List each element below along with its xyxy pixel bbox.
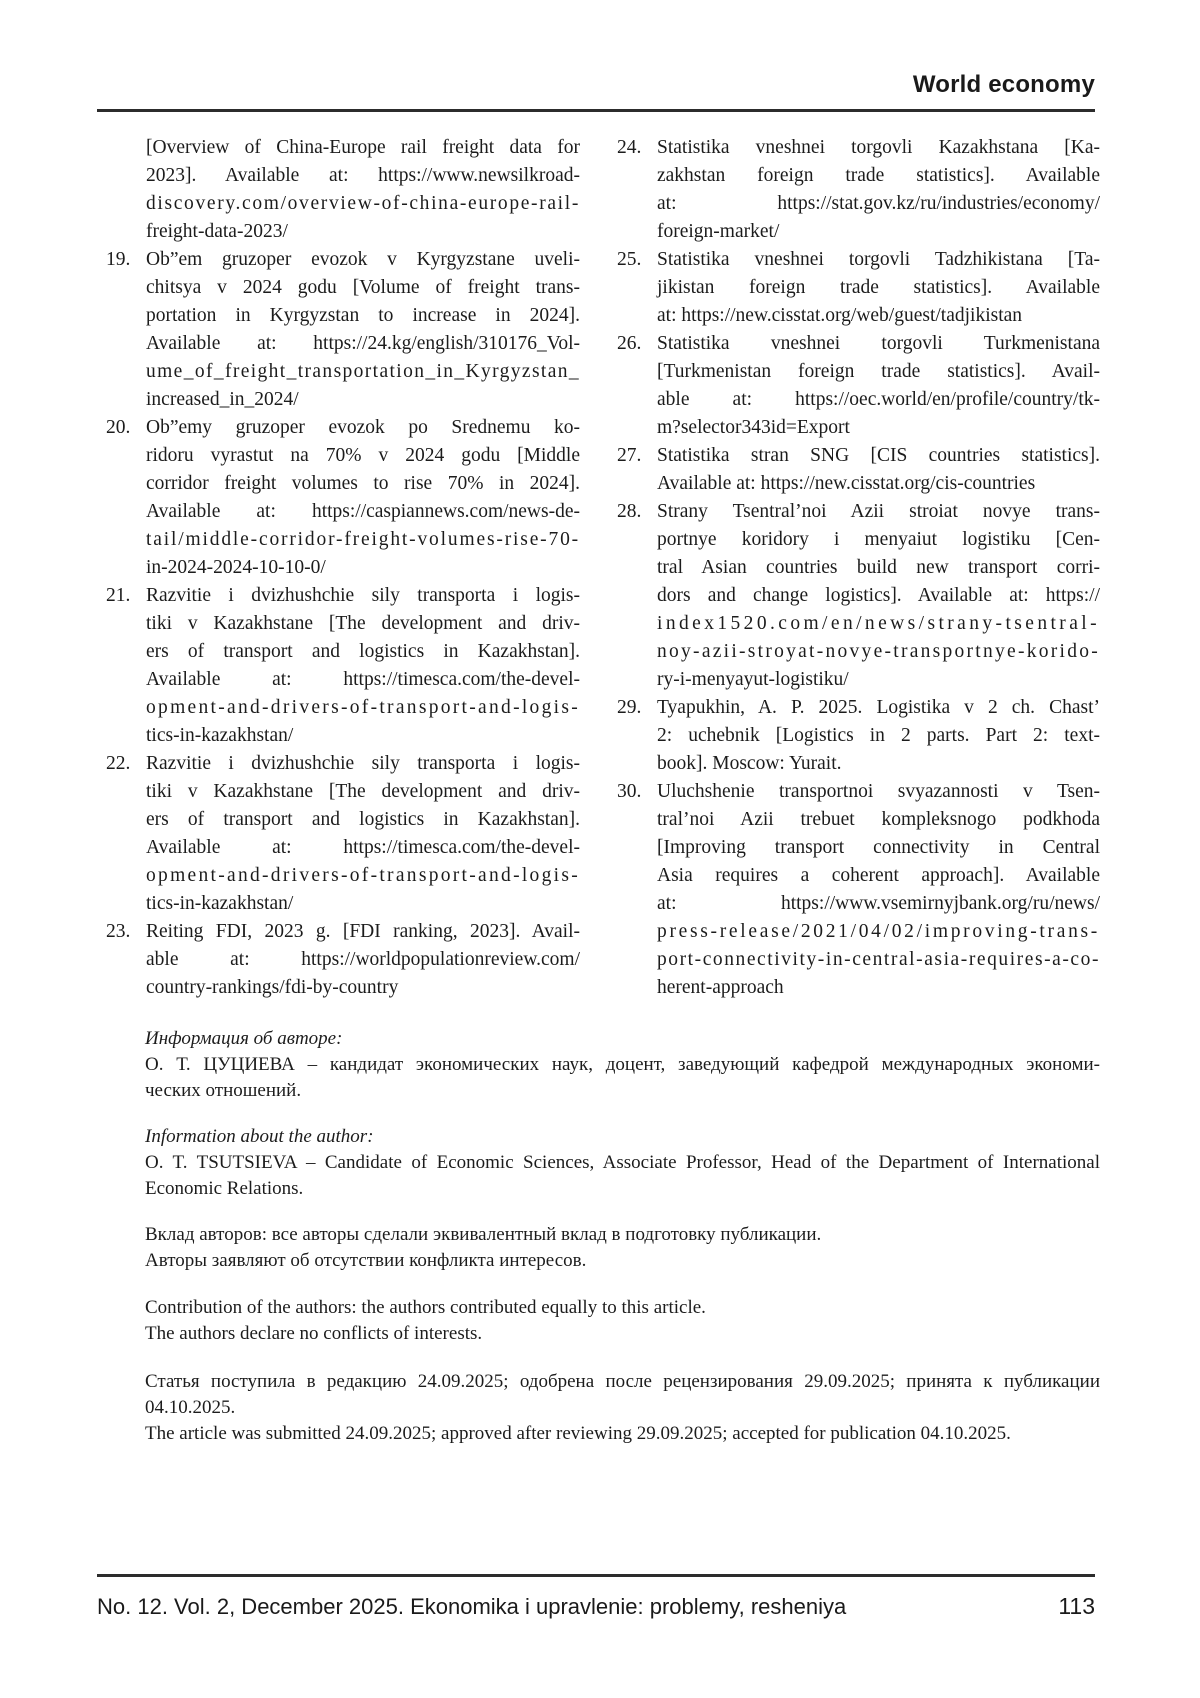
- reference-line: Available at: https://new.cisstat.org/cis-countries: [657, 473, 1036, 494]
- reference-line: at: https://www.vsemirnyjbank.org/ru/news/: [657, 893, 1100, 914]
- page-number: 113: [1058, 1593, 1095, 1619]
- footer-rule: [97, 1574, 1095, 1577]
- reference-number: 20.: [106, 417, 131, 438]
- text-line: Вклад авторов: все авторы сделали эквивалентный вклад в подготовку публикации.: [145, 1224, 822, 1245]
- article-dates-ru: [145, 1369, 1100, 1421]
- reference-line: [Overview of China-Europe rail freight data for: [146, 137, 580, 158]
- reference-line: foreign-market/: [657, 221, 780, 242]
- reference-line: book]. Moscow: Yurait.: [657, 753, 842, 774]
- reference-line: ridoru vyrastut na 70% v 2024 godu [Middle: [146, 445, 580, 466]
- reference-number: 24.: [617, 137, 642, 158]
- journal-issue-line: No. 12. Vol. 2, December 2025. Ekonomika i upravlenie: problemy, resheniya: [97, 1594, 847, 1619]
- reference-text: [146, 918, 580, 1002]
- reference-item: [617, 330, 1100, 442]
- text-line: ческих отношений.: [145, 1080, 302, 1101]
- reference-line: Uluchshenie transportnoi svyazannosti v Tsen-: [657, 781, 1100, 802]
- reference-line: press-release/2021/04/02/improving-trans-: [657, 921, 1100, 942]
- reference-line: ers of transport and logistics in Kazakhstan].: [146, 641, 580, 662]
- author-info-en: [145, 1124, 1100, 1202]
- reference-line: noy-azii-stroyat-novye-transportnye-korido-: [657, 641, 1100, 662]
- reference-number: 29.: [617, 697, 642, 718]
- text-line: Статья поступила в редакцию 24.09.2025; одобрена после рецензирования 29.09.2025; принята к публикации: [145, 1371, 1100, 1392]
- reference-number: 21.: [106, 585, 131, 606]
- reference-text: [146, 582, 580, 750]
- reference-item: [617, 246, 1100, 330]
- running-head: World economy: [912, 71, 1095, 98]
- text-line: О. Т. ЦУЦИЕВА – кандидат экономических наук, доцент, заведующий кафедрой международных экономи-: [145, 1054, 1100, 1075]
- reference-line: m?selector343id=Export: [657, 417, 850, 438]
- reference-item: [617, 498, 1100, 694]
- reference-item: [106, 246, 580, 414]
- reference-text: [657, 498, 1100, 694]
- text-line: Contribution of the authors: the authors contributed equally to this article.: [145, 1297, 706, 1318]
- reference-line: 2: uchebnik [Logistics in 2 parts. Part 2: text-: [657, 725, 1100, 746]
- reference-line: [Turkmenistan foreign trade statistics]. Avail-: [657, 361, 1100, 382]
- reference-line: Reiting FDI, 2023 g. [FDI ranking, 2023]. Avail-: [146, 921, 580, 942]
- text-line: 04.10.2025.: [145, 1397, 236, 1418]
- reference-line: Available at: https://timesca.com/the-devel-: [146, 669, 580, 690]
- reference-number: 23.: [106, 921, 131, 942]
- reference-item: [617, 778, 1100, 1002]
- reference-text: [146, 750, 580, 918]
- reference-line: portnye koridory i menyaiut logistiku [Cen-: [657, 529, 1100, 550]
- reference-item: [617, 134, 1100, 246]
- reference-item: [617, 694, 1100, 778]
- reference-line: Ob”em gruzoper evozok v Kyrgyzstane uveli-: [146, 249, 580, 270]
- reference-item: [106, 750, 580, 918]
- reference-line: tics-in-kazakhstan/: [146, 725, 294, 746]
- article-dates-en: [145, 1421, 1100, 1447]
- reference-line: 2023]. Available at: https://www.newsilkroad-: [146, 165, 580, 186]
- references-column-left: [106, 134, 580, 1002]
- reference-line: Asia requires a coherent approach]. Available: [657, 865, 1100, 886]
- author-info-en-text: [145, 1150, 1100, 1202]
- reference-text: [657, 134, 1100, 246]
- author-info-ru-heading: Информация об авторе:: [145, 1028, 343, 1049]
- reference-line: [Improving transport connectivity in Central: [657, 837, 1100, 858]
- contribution-ru-text: [145, 1222, 1100, 1274]
- reference-line: chitsya v 2024 godu [Volume of freight trans-: [146, 277, 580, 298]
- reference-item: [106, 582, 580, 750]
- reference-line: increased_in_2024/: [146, 389, 299, 410]
- reference-line: Available at: https://24.kg/english/310176_Vol-: [146, 333, 580, 354]
- reference-line: Razvitie i dvizhushchie sily transporta i logis-: [146, 585, 580, 606]
- reference-item: [106, 414, 580, 582]
- reference-line: in-2024-2024-10-10-0/: [146, 557, 326, 578]
- reference-line: index1520.com/en/news/strany-tsentral-: [657, 613, 1100, 634]
- reference-number: 30.: [617, 781, 642, 802]
- reference-line: port-connectivity-in-central-asia-requires-a-co-: [657, 949, 1100, 970]
- reference-line: tral Asian countries build new transport corri-: [657, 557, 1100, 578]
- reference-line: Statistika vneshnei torgovli Turkmenistana: [657, 333, 1100, 354]
- reference-line: tiki v Kazakhstane [The development and driv-: [146, 781, 580, 802]
- reference-line: opment-and-drivers-of-transport-and-logis-: [146, 697, 580, 718]
- reference-line: Tyapukhin, A. P. 2025. Logistika v 2 ch. Chast’: [657, 697, 1100, 718]
- reference-line: at: https://stat.gov.kz/ru/industries/economy/: [657, 193, 1100, 214]
- reference-text: [146, 246, 580, 414]
- reference-text: [146, 414, 580, 582]
- reference-item: [617, 442, 1100, 498]
- reference-line: Razvitie i dvizhushchie sily transporta i logis-: [146, 753, 580, 774]
- reference-line: Ob”emy gruzoper evozok po Srednemu ko-: [146, 417, 580, 438]
- reference-line: tiki v Kazakhstane [The development and driv-: [146, 613, 580, 634]
- article-dates: [145, 1369, 1100, 1447]
- author-info-en-heading: Information about the author:: [145, 1126, 374, 1147]
- reference-line: tail/middle-corridor-freight-volumes-rise-70-: [146, 529, 580, 550]
- header-rule: [97, 109, 1095, 112]
- reference-line: able at: https://worldpopulationreview.com/: [146, 949, 580, 970]
- author-info-ru: [145, 1026, 1100, 1104]
- reference-line: at: https://new.cisstat.org/web/guest/tadjikistan: [657, 305, 1023, 326]
- reference-number: 22.: [106, 753, 131, 774]
- reference-line: discovery.com/overview-of-china-europe-rail-: [146, 193, 580, 214]
- reference-line: Available at: https://timesca.com/the-devel-: [146, 837, 580, 858]
- reference-line: dors and change logistics]. Available at: https://: [657, 585, 1100, 606]
- reference-line: portation in Kyrgyzstan to increase in 2024].: [146, 305, 580, 326]
- reference-line: ers of transport and logistics in Kazakhstan].: [146, 809, 580, 830]
- reference-line: able at: https://oec.world/en/profile/country/tk-: [657, 389, 1100, 410]
- reference-number: 28.: [617, 501, 642, 522]
- text-line: O. T. TSUTSIEVA – Candidate of Economic Sciences, Associate Professor, Head of the Department of International: [145, 1152, 1100, 1173]
- reference-text: [657, 442, 1100, 498]
- page-footer: [97, 1593, 1095, 1620]
- reference-line: tral’noi Azii trebuet kompleksnogo podkhoda: [657, 809, 1100, 830]
- reference-number: 26.: [617, 333, 642, 354]
- reference-text: [146, 134, 580, 246]
- reference-text: [657, 778, 1100, 1002]
- reference-line: ume_of_freight_transportation_in_Kyrgyzstan_: [146, 361, 580, 382]
- text-line: The authors declare no conflicts of interests.: [145, 1323, 483, 1344]
- reference-line: tics-in-kazakhstan/: [146, 893, 294, 914]
- reference-number: 27.: [617, 445, 642, 466]
- reference-line: country-rankings/fdi-by-country: [146, 977, 399, 998]
- reference-number: 25.: [617, 249, 642, 270]
- contribution-ru: [145, 1222, 1100, 1274]
- text-line: Economic Relations.: [145, 1178, 304, 1199]
- reference-line: Available at: https://caspiannews.com/news-de-: [146, 501, 580, 522]
- reference-number: 19.: [106, 249, 131, 270]
- author-info-ru-text: [145, 1052, 1100, 1104]
- reference-line: Statistika vneshnei torgovli Kazakhstana [Ka-: [657, 137, 1100, 158]
- reference-text: [657, 694, 1100, 778]
- reference-text: [657, 246, 1100, 330]
- reference-line: zakhstan foreign trade statistics]. Available: [657, 165, 1100, 186]
- reference-line: ry-i-menyayut-logistiku/: [657, 669, 849, 690]
- reference-line: Statistika vneshnei torgovli Tadzhikistana [Ta-: [657, 249, 1100, 270]
- reference-item: [106, 918, 580, 1002]
- reference-line: herent-approach: [657, 977, 784, 998]
- contribution-en: [145, 1295, 1100, 1347]
- reference-line: Statistika stran SNG [CIS countries statistics].: [657, 445, 1100, 466]
- reference-text: [657, 330, 1100, 442]
- contribution-en-text: [145, 1295, 1100, 1347]
- reference-item: [106, 134, 580, 246]
- reference-number: [106, 134, 146, 246]
- reference-line: corridor freight volumes to rise 70% in 2024].: [146, 473, 580, 494]
- reference-line: Strany Tsentral’noi Azii stroiat novye trans-: [657, 501, 1100, 522]
- references-column-right: [617, 134, 1100, 1002]
- reference-line: opment-and-drivers-of-transport-and-logis-: [146, 865, 580, 886]
- reference-line: freight-data-2023/: [146, 221, 288, 242]
- reference-line: jikistan foreign trade statistics]. Available: [657, 277, 1100, 298]
- text-line: Авторы заявляют об отсутствии конфликта интересов.: [145, 1250, 587, 1271]
- text-line: The article was submitted 24.09.2025; approved after reviewing 29.09.2025; accepted for publication 04.10.2025.: [145, 1423, 1011, 1444]
